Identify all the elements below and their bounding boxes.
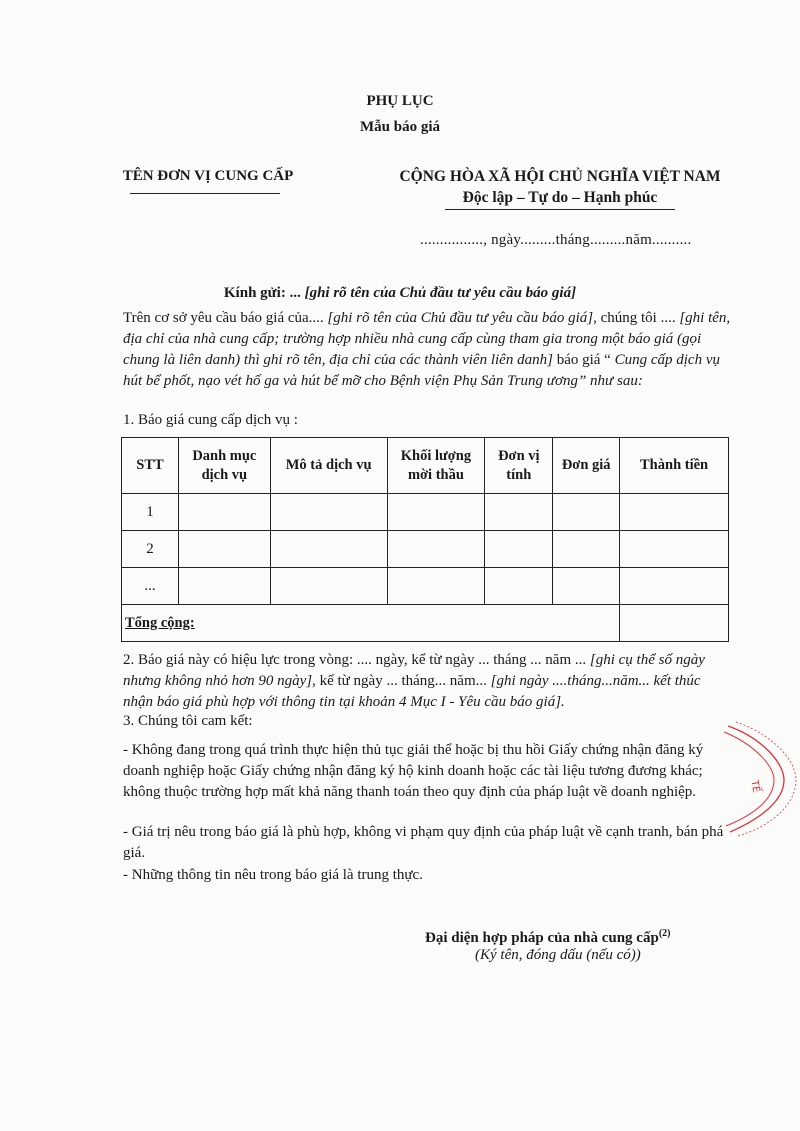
date-line: ................, ngày.........tháng.........năm.......... (420, 232, 692, 248)
total-label: Tổng cộng: (122, 605, 620, 642)
signature-note: (Ký tên, đóng dấu (nếu có)) (475, 947, 641, 963)
header-amount: Thành tiền (620, 438, 729, 494)
table-cell (553, 494, 620, 531)
salutation (0, 285, 800, 302)
total-amount-cell (620, 605, 729, 642)
table-cell (620, 531, 729, 568)
table-cell (270, 494, 387, 531)
table-cell (178, 494, 270, 531)
table-cell (387, 494, 485, 531)
salutation-prefix: Kính gửi: ... (223, 285, 305, 301)
section-1-title: 1. Báo giá cung cấp dịch vụ : (123, 412, 298, 428)
table-cell (485, 568, 553, 605)
national-motto: Độc lập – Tự do – Hạnh phúc (462, 189, 658, 206)
table-cell (553, 531, 620, 568)
appendix-title: PHỤ LỤC (366, 93, 434, 109)
representative-title-text: Đại diện hợp pháp của nhà cung cấp (425, 930, 659, 946)
appendix-subtitle: Mẫu báo giá (359, 119, 440, 135)
representative-title (425, 928, 670, 947)
table-cell (387, 568, 485, 605)
supplier-name: TÊN ĐƠN VỊ CUNG CẤP (122, 168, 294, 184)
validity-text: 2. Báo giá này có hiệu lực trong vòng: .... ngày, kể từ ngày ... tháng ... năm ... (123, 652, 590, 668)
header-tender-quantity: Khối lượng mời thầu (387, 438, 485, 494)
commitment-item: - Giá trị nêu trong báo giá là phù hợp, không vi phạm quy định của pháp luật về cạnh tranh, bán phá giá. (123, 824, 724, 861)
row-stt: 2 (122, 531, 179, 568)
header-stt: STT (122, 438, 179, 494)
validity-placeholder-days: [ghi cụ thể số ngày nhưng không nhỏ hơn 90 ngày] (123, 652, 705, 689)
footnote-mark: (2) (658, 928, 671, 939)
intro-text: , chúng tôi .... (593, 310, 680, 326)
quote-table (121, 437, 729, 642)
intro-service-name: Cung cấp dịch vụ hút bể phốt, nạo vét hố ga và hút bể mỡ cho Bệnh viện Phụ Sản Trung ương” như sau: (123, 352, 720, 389)
supplier-name-underline (130, 193, 280, 194)
intro-placeholder-supplier: [ghi tên, địa chỉ của nhà cung cấp; trường hợp nhiều nhà cung cấp cùng tham gia trong một báo giá (gọi chung là liên danh) thì ghi rõ tên, địa chỉ của các thành viên liên danh] (123, 310, 731, 368)
red-stamp-edge (722, 718, 800, 838)
republic-name: CỘNG HÒA XÃ HỘI CHỦ NGHĨA VIỆT NAM (399, 168, 721, 185)
table-cell (620, 568, 729, 605)
row-stt: ... (122, 568, 179, 605)
header-unit-price: Đơn giá (553, 438, 620, 494)
stamp-text: TẾ (748, 779, 762, 794)
intro-placeholder-investor: [ghi rõ tên của Chủ đầu tư yêu cầu báo giá] (327, 310, 594, 326)
table-cell (553, 568, 620, 605)
table-cell (387, 531, 485, 568)
commitment-item: - Những thông tin nêu trong báo giá là trung thực. (123, 867, 423, 883)
row-stt: 1 (122, 494, 179, 531)
table-row (122, 531, 729, 568)
header-unit: Đơn vị tính (485, 438, 553, 494)
header-service-description: Mô tả dịch vụ (270, 438, 387, 494)
table-row (122, 494, 729, 531)
salutation-placeholder: [ghi rõ tên của Chủ đầu tư yêu cầu báo giá] (304, 285, 577, 301)
intro-text: Trên cơ sở yêu cầu báo giá của.... (123, 310, 328, 326)
commitment-item: - Không đang trong quá trình thực hiện thủ tục giải thể hoặc bị thu hồi Giấy chứng nhận đăng ký doanh nghiệp hoặc Giấy chứng nhận đăng ký hộ kinh doanh hoặc các tài liệu tương đương khác; không thuộc trường hợp mất khả năng thanh toán theo quy định của pháp luật về doanh nghiệp. (123, 742, 704, 800)
table-cell (485, 494, 553, 531)
section-2-validity (123, 650, 733, 713)
intro-paragraph (123, 308, 733, 392)
intro-text: báo giá “ (552, 352, 615, 368)
section-3-title: 3. Chúng tôi cam kết: (123, 713, 253, 729)
table-cell (178, 531, 270, 568)
table-header-row (122, 438, 729, 494)
table-total-row (122, 605, 729, 642)
table-cell (270, 568, 387, 605)
table-cell (485, 531, 553, 568)
motto-underline (445, 209, 675, 210)
header-service-category: Danh mục dịch vụ (178, 438, 270, 494)
table-cell (620, 494, 729, 531)
table-cell (270, 531, 387, 568)
table-cell (178, 568, 270, 605)
validity-placeholder-date: [ghi ngày ....tháng...năm... kết thúc nhận báo giá phù hợp với thông tin tại khoản 4 Mục I - Yêu cầu báo giá]. (123, 673, 701, 710)
validity-text: , kể từ ngày ... tháng... năm... (312, 673, 491, 689)
table-row (122, 568, 729, 605)
